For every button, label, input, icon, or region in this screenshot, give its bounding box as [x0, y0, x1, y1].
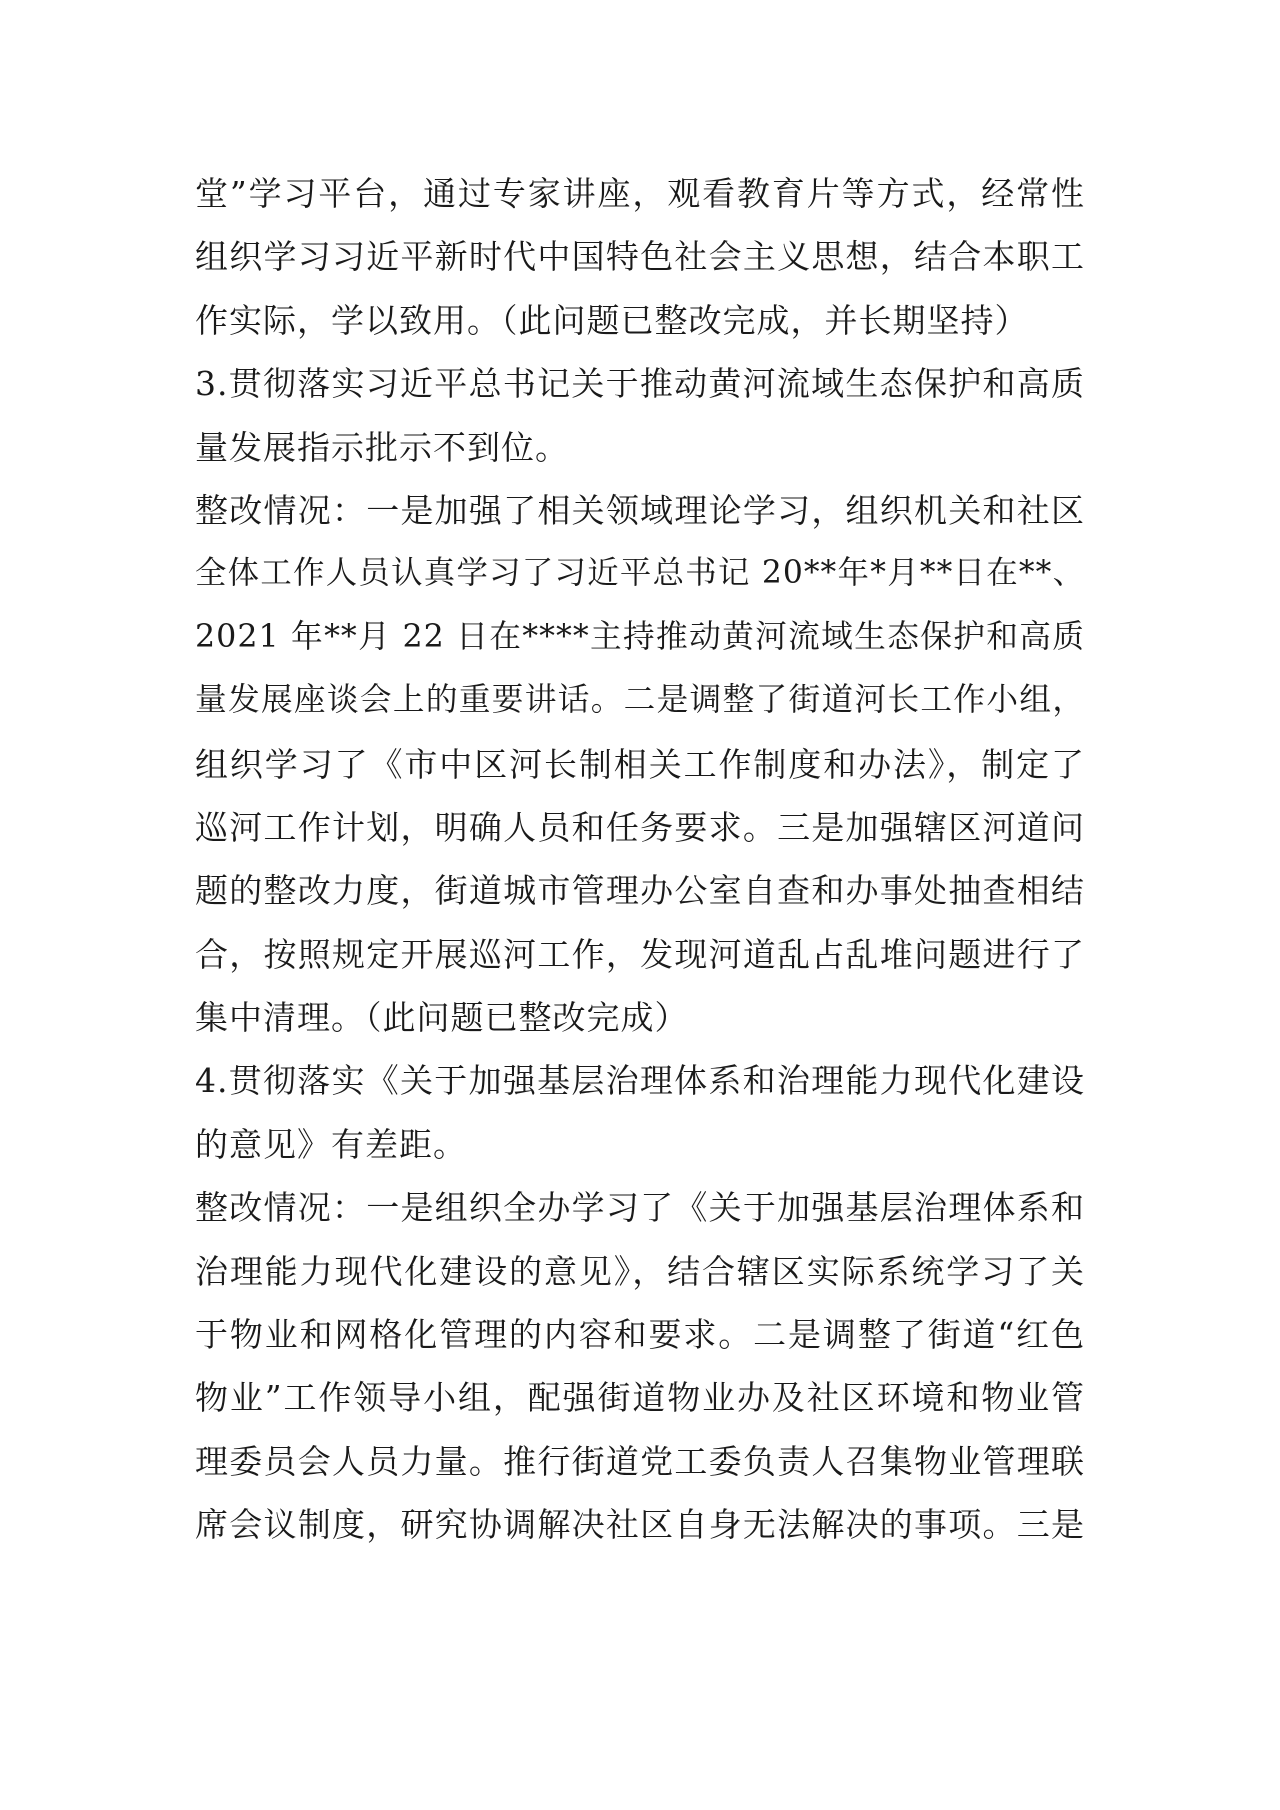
document-body	[195, 162, 1085, 1557]
text-line: 组织学习了《市中区河长制相关工作制度和办法》，制定了	[195, 744, 1085, 784]
text-line: 组织学习习近平新时代中国特色社会主义思想，结合本职工	[195, 237, 1085, 277]
text-line: 合，按照规定开展巡河工作，发现河道乱占乱堆问题进行了	[195, 934, 1085, 974]
text-line: 作实际，学以致用。（此问题已整改完成，并长期坚持）	[195, 300, 1029, 340]
text-line: 理委员会人员力量。推行街道党工委负责人召集物业管理联	[195, 1441, 1085, 1481]
text-line: 全体工作人员认真学习了习近平总书记 20**年*月**日在**、	[195, 555, 1085, 592]
text-line: 量发展座谈会上的重要讲话。二是调整了街道河长工作小组，	[195, 682, 1085, 719]
text-line: 治理能力现代化建设的意见》，结合辖区实际系统学习了关	[195, 1251, 1085, 1291]
text-line: 席会议制度，研究协调解决社区自身无法解决的事项。三是	[195, 1505, 1085, 1545]
text-line: 于物业和网格化管理的内容和要求。二是调整了街道“红色	[195, 1315, 1085, 1355]
text-line: 4.贯彻落实《关于加强基层治理体系和治理能力现代化建设	[195, 1061, 1085, 1101]
text-line: 量发展指示批示不到位。	[195, 427, 569, 467]
text-line: 的意见》有差距。	[195, 1124, 467, 1164]
text-line: 物业”工作领导小组，配强街道物业办及社区环境和物业管	[195, 1378, 1085, 1418]
text-line: 整改情况：一是组织全办学习了《关于加强基层治理体系和	[195, 1188, 1085, 1228]
text-line: 题的整改力度，街道城市管理办公室自查和办事处抽查相结	[195, 871, 1085, 911]
text-line: 2021 年**月 22 日在****主持推动黄河流域生态保护和高质	[195, 618, 1085, 655]
text-line: 3.贯彻落实习近平总书记关于推动黄河流域生态保护和高质	[195, 364, 1085, 404]
text-line: 集中清理。（此问题已整改完成）	[195, 998, 689, 1038]
text-line: 巡河工作计划，明确人员和任务要求。三是加强辖区河道问	[195, 807, 1085, 847]
text-line: 堂”学习平台，通过专家讲座，观看教育片等方式，经常性	[195, 174, 1085, 213]
text-line: 整改情况：一是加强了相关领域理论学习，组织机关和社区	[195, 490, 1085, 530]
